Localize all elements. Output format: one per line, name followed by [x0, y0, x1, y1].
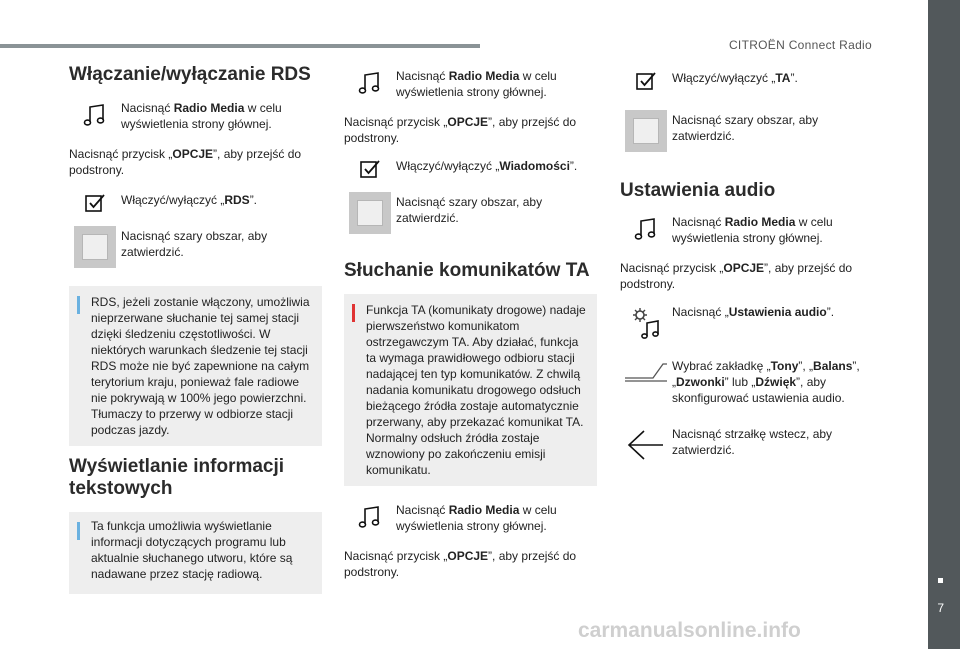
- section-title-text-info: Wyświetlanie informacji tekstowych: [69, 456, 285, 499]
- column-3: [620, 68, 870, 462]
- info-note-text: Ta funkcja umożliwia wyświetlanie informacji dotyczących programu lub aktualnie słuchanego utworu, które są nadawane przez stację radiową.: [69, 512, 322, 594]
- checkbox-icon: [84, 192, 106, 214]
- tab-icon: [623, 360, 669, 382]
- gray-area-icon: [349, 192, 391, 234]
- page-sidebar: [928, 0, 960, 649]
- page-number: 7: [937, 601, 944, 615]
- paragraph-options: Nacisnąć przycisk „OPCJE”, aby przejść do podstrony.: [620, 261, 853, 291]
- step-back-arrow: Nacisnąć strzałkę wstecz, aby zatwierdzić.: [620, 426, 870, 462]
- step-audio-settings: Nacisnąć „Ustawienia audio”.: [620, 304, 870, 340]
- step-radio-media-2: Nacisnąć Radio Media w celu wyświetlenia strony głównej.: [344, 502, 597, 534]
- step-toggle-news: Włączyć/wyłączyć „Wiadomości”.: [344, 156, 597, 180]
- info-marker-icon: [77, 522, 80, 540]
- step-gray-area: Nacisnąć szary obszar, aby zatwierdzić.: [344, 192, 597, 234]
- continue-marker: [938, 578, 943, 583]
- gray-area-icon: [625, 110, 667, 152]
- step-toggle-ta: Włączyć/wyłączyć „TA”.: [620, 68, 870, 92]
- step-radio-media: Nacisnąć Radio Media w celu wyświetlenia strony głównej.: [620, 214, 870, 246]
- music-note-icon: [357, 70, 383, 96]
- paragraph-options: Nacisnąć przycisk „OPCJE”, aby przejść do podstrony.: [344, 115, 577, 145]
- step-gray-area: Nacisnąć szary obszar, aby zatwierdzić.: [620, 110, 870, 152]
- section-title-ta: Słuchanie komunikatów TA: [344, 260, 590, 281]
- music-note-icon: [633, 216, 659, 242]
- column-1: [69, 64, 322, 594]
- top-rule: [0, 44, 480, 48]
- warning-note-ta: Funkcja TA (komunikaty drogowe) nadaje pierwszeństwo komunikatom ostrzegawczym TA. Aby działać, funkcja ta wymaga prawidłowego odbioru stacji nadającej ten typ komunikatów. Z chwilą nadania komunikatu drogowego odsłuch bieżącego źródła zostaje automatycznie przerwany, aby przekazać komunikat TA. Normalny odsłuch źródła zostaje wznowiony po zakończeniu emisji komunikatu.: [344, 294, 597, 486]
- warning-marker-icon: [352, 304, 355, 322]
- step-radio-media: Nacisnąć Radio Media w celu wyświetlenia strony głównej.: [69, 100, 322, 132]
- step-select-tab: Wybrać zakładkę „Tony”, „Balans”, „Dzwonki” lub „Dźwięk”, aby skonfigurować ustawienia audio.: [620, 358, 870, 406]
- paragraph-options: Nacisnąć przycisk „OPCJE”, aby przejść do podstrony.: [69, 147, 302, 177]
- music-note-icon: [357, 504, 383, 530]
- step-radio-media: Nacisnąć Radio Media w celu wyświetlenia strony głównej.: [344, 68, 597, 100]
- gray-area-icon: [74, 226, 116, 268]
- checkbox-icon: [359, 158, 381, 180]
- watermark: carmanualsonline.info: [578, 619, 801, 642]
- step-gray-area: Nacisnąć szary obszar, aby zatwierdzić.: [69, 226, 322, 268]
- section-title-audio: Ustawienia audio: [620, 180, 776, 201]
- info-marker-icon: [77, 296, 80, 314]
- column-2: [344, 68, 597, 580]
- step-toggle-rds: Włączyć/wyłączyć „RDS”.: [69, 190, 322, 214]
- section-title-rds: Włączanie/wyłączanie RDS: [69, 64, 311, 85]
- back-arrow-icon: [626, 428, 666, 462]
- paragraph-options-2: Nacisnąć przycisk „OPCJE”, aby przejść do podstrony.: [344, 549, 577, 579]
- header-title: CITROËN Connect Radio: [728, 38, 872, 52]
- music-note-icon: [82, 102, 108, 128]
- checkbox-icon: [635, 70, 657, 92]
- info-note-rds: RDS, jeżeli zostanie włączony, umożliwia nieprzerwane słuchanie tej samej stacji dzięki śledzeniu częstotliwości. W niektórych warunkach śledzenie tej stacji RDS może nie być zapewnione na całym terytorium kraju, ponieważ fale radiowe nie pokrywają w 100% jego powierzchni. Tłumaczy to przerwy w odbiorze stacji podczas jazdy.: [69, 286, 322, 446]
- settings-music-icon: [631, 306, 661, 340]
